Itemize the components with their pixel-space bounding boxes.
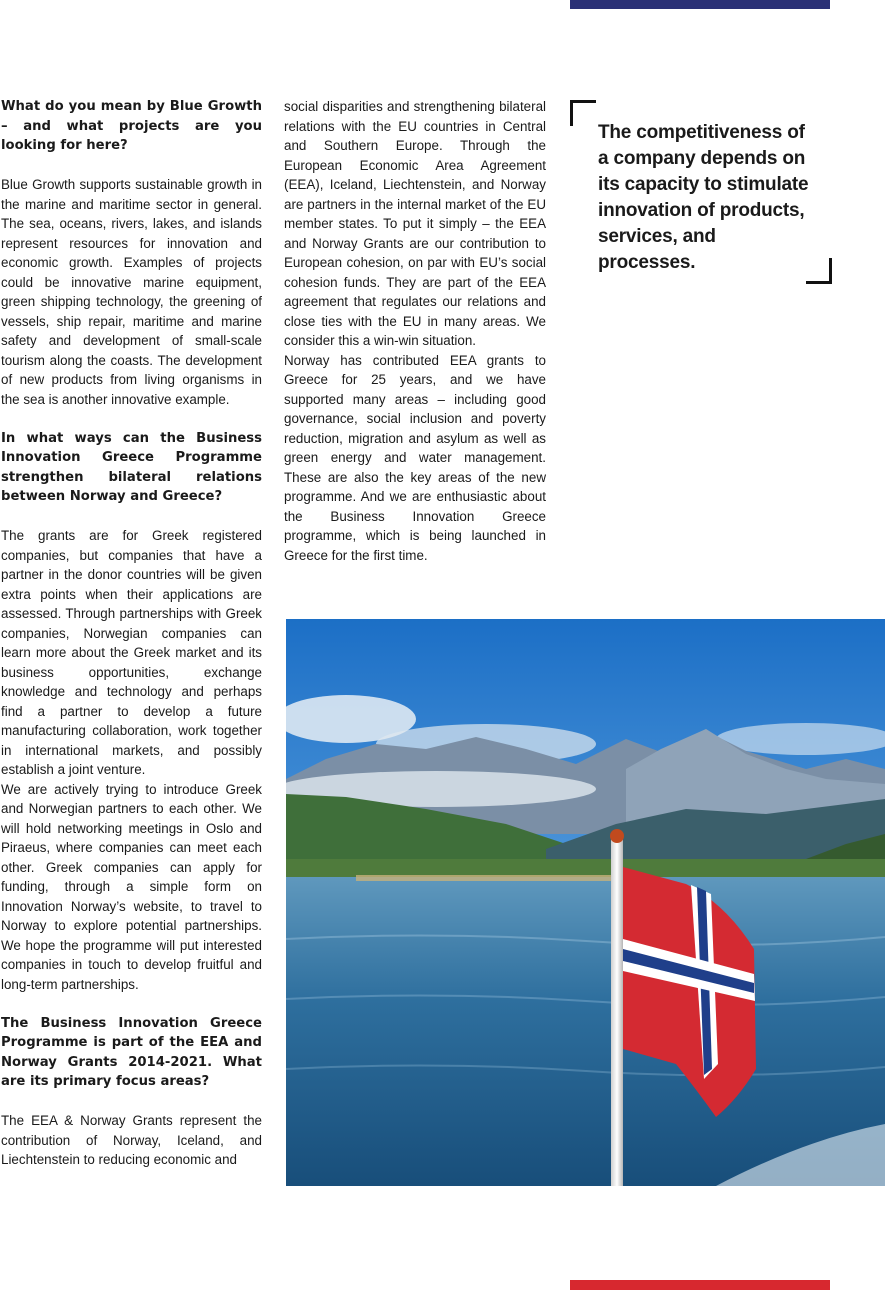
answer-focus-areas-start: The EEA & Norway Grants represent the contribution of Norway, Iceland, and Liechtenstein to reducing economic and (1, 1113, 262, 1167)
answer-bilateral-relations: The grants are for Greek registered companies, but companies that have a partner in the donor countries will be given extra points when their applications are assessed. Through partnerships with Greek companies, Norwegian companies can learn more about the Greek market and its business opportunities, exchange knowledge and technology and perhaps find a partner to develop a future manufacturing collaboration, work together in international markets, and possibly establish a joint venture. (1, 528, 262, 777)
norwegian-flag-photo (286, 619, 885, 1186)
answer-grants-history: Norway has contributed EEA grants to Greece for 25 years, and we have supported many areas – including good governance, social inclusion and poverty reduction, migration and asylum as well as green energy and water management. These are also the key areas of the new programme. And we are enthusiastic about the Business Innovation Greece programme, which is being launched in Greece for the first time. (284, 352, 546, 563)
answer-focus-areas-continued: social disparities and strengthening bilateral relations with the EU countries in Central and Southern Europe. Through the European Economic Area Agreement (EEA), Iceland, Liechtenstein, and Norway are partners in the internal market of the EU member states. To put it simply – the EEA and Norway Grants are our contribution to European cohesion, on par with EU’s social cohesion funds. They are part of the EEA agreement that regulates our relations and close ties with the EU in many areas. We consider this a win-win situation. (284, 99, 546, 348)
quote-corner-bottom-right (806, 258, 832, 284)
question-focus-areas: The Business Innovation Greece Programme is part of the EEA and Norway Grants 2014-2021. What are its primary focus areas? (1, 1015, 262, 1089)
quote-corner-top-left (570, 100, 596, 126)
answer-blue-growth: Blue Growth supports sustainable growth in the marine and maritime sector in general. The sea, oceans, rivers, lakes, and islands represent resources for innovation and economic growth. Examples of projects could be innovative marine equipment, green shipping technology, the greening of vessels, ship repair, maritime and marine safety and development of small-scale tourism along the coasts. The development of new products from living organisms in the sea is another innovative example. (1, 177, 262, 407)
bottom-accent-bar (570, 1280, 830, 1290)
top-accent-bar (570, 0, 830, 9)
question-bilateral-relations: In what ways can the Business Innovation Greece Programme strengthen bilateral relations between Norway and Greece? (1, 430, 262, 504)
pull-quote-text: The competitiveness of a company depends on its capacity to stimulate innovation of products, services, and processes. (598, 122, 809, 273)
middle-column (284, 97, 546, 565)
answer-networking: We are actively trying to introduce Greek and Norwegian partners to each other. We will hold networking meetings in Oslo and Piraeus, where companies can meet each other. Greek companies can apply for funding, through a simple form on Innovation Norway’s website, to travel to Norway to explore potential partnerships. We hope the programme will put interested companies in touch to develop fruitful and long-term partnerships. (1, 781, 262, 992)
pull-quote (570, 100, 832, 284)
left-column (1, 97, 262, 1170)
question-blue-growth: What do you mean by Blue Growth – and what projects are you looking for here? (1, 99, 262, 153)
